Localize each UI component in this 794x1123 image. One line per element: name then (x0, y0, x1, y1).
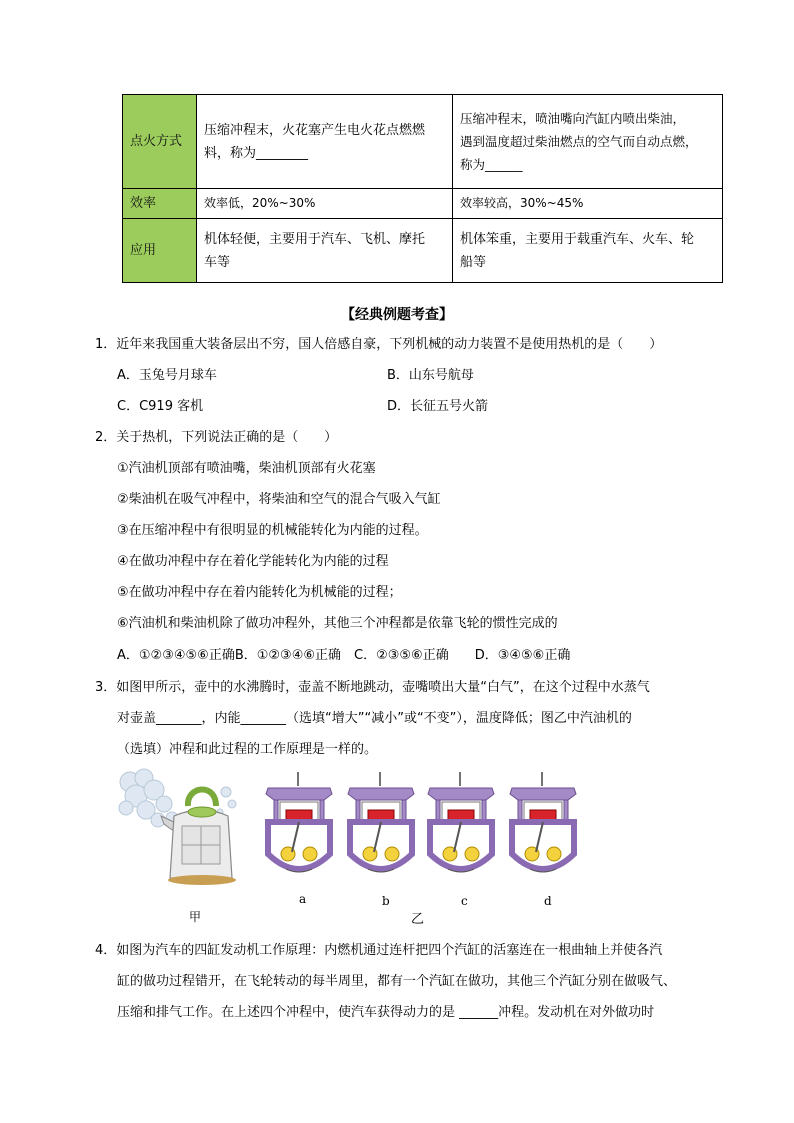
figure-label-jia: 甲 (189, 910, 202, 924)
petrol-cell: 效率低，20%~30% (197, 189, 453, 219)
q4-line: 压缩和排气工作。在上述四个冲程中，使汽车获得动力的是 ______冲程。发动机在对外做功时 (117, 1005, 655, 1020)
diesel-cell: 效率较高，30%~45% (453, 189, 723, 219)
q1-stem: 1．近年来我国重大装备层出不穷，国人倍感自豪，下列机械的动力装置不是使用热机的是（ ） (95, 337, 663, 352)
diesel-cell: 机体笨重，主要用于载重汽车、火车、轮 船等 (453, 219, 723, 283)
diesel-cell: 压缩冲程末，喷油嘴向汽缸内喷出柴油， 遇到温度超过柴油燃点的空气而自动点燃， 称为______ (453, 95, 723, 189)
engine-label-a: a (299, 892, 307, 906)
table-row (123, 95, 723, 189)
q1-option-d: D．长征五号火箭 (387, 399, 489, 414)
row-label: 点火方式 (123, 95, 197, 189)
q2-stem: 2．关于热机，下列说法正确的是（ ） (95, 430, 338, 445)
engine-strokes-figure (264, 772, 596, 890)
petrol-cell: 机体轻便，主要用于汽车、飞机、摩托 车等 (197, 219, 453, 283)
engine-label-b: b (382, 894, 390, 908)
q3-line: （选填）冲程和此过程的工作原理是一样的。 (117, 742, 378, 757)
q4-line: 缸的做功过程错开，在飞轮转动的每半周里，都有一个汽缸在做功，其他三个汽缸分别在做吸气、 (117, 974, 677, 989)
q2-item: ②柴油机在吸气冲程中，将柴油和空气的混合气吸入气缸 (117, 492, 441, 507)
engine-label-d: d (544, 894, 552, 908)
table-row (123, 219, 723, 283)
petrol-cell: 压缩冲程末，火花塞产生电火花点燃燃 料，称为________ (197, 95, 453, 189)
section-title: 【经典例题考查】 (341, 307, 453, 323)
kettle-figure (116, 768, 241, 888)
row-label: 应用 (123, 219, 197, 283)
engine-comparison-table (122, 94, 723, 283)
q2-options: A．①②③④⑤⑥正确B．①②③④⑥正确 C．②③⑤⑥正确 D．③④⑤⑥正确 (117, 648, 571, 663)
q4-line: 4．如图为汽车的四缸发动机工作原理：内燃机通过连杆把四个汽缸的活塞连在一根曲轴上并使各汽 (95, 943, 663, 958)
q1-option-a: A．玉兔号月球车 (117, 368, 217, 383)
q3-line: 对壶盖_______，内能_______（选填“增大”“减小”或“不变”），温度降低；图乙中汽油机的 (117, 711, 632, 726)
q2-item: ⑤在做功冲程中存在着内能转化为机械能的过程； (117, 585, 402, 600)
q2-item: ⑥汽油机和柴油机除了做功冲程外，其他三个冲程都是依靠飞轮的惯性完成的 (117, 616, 558, 631)
row-label: 效率 (123, 189, 197, 219)
table-row (123, 189, 723, 219)
q2-item: ③在压缩冲程中有很明显的机械能转化为内能的过程。 (117, 523, 428, 538)
q1-option-b: B．山东号航母 (387, 368, 474, 383)
q2-item: ④在做功冲程中存在着化学能转化为内能的过程 (117, 554, 389, 569)
engine-label-c: c (461, 894, 468, 908)
figure-label-yi: 乙 (411, 912, 425, 927)
q2-item: ①汽油机顶部有喷油嘴，柴油机顶部有火花塞 (117, 461, 376, 476)
q1-option-c: C．C919 客机 (117, 399, 204, 414)
q3-line: 3．如图甲所示，壶中的水沸腾时，壶盖不断地跳动，壶嘴喷出大量“白气”，在这个过程中水蒸气 (95, 680, 650, 695)
